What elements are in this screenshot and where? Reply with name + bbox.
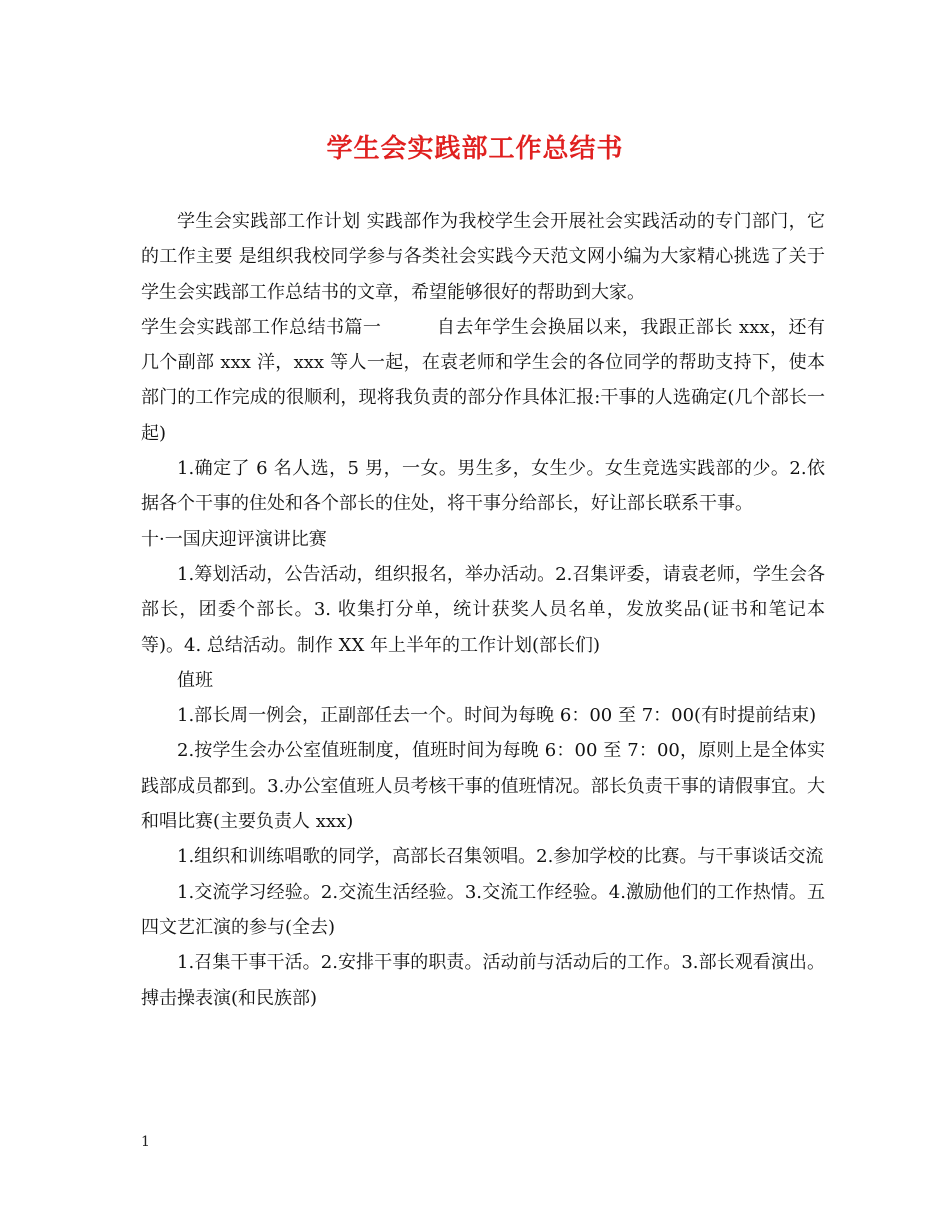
- paragraph: 1.组织和训练唱歌的同学，高部长召集领唱。2.参加学校的比赛。与干事谈话交流: [177, 846, 824, 868]
- paragraph: 1.部长周一例会，正副部任去一个。时间为每晚 6：00 至 7：00(有时提前结束): [177, 705, 817, 727]
- paragraph: 学生会实践部工作总结书篇一 自去年学生会换届以来，我跟正部长 xxx，还有几个副部 xxx 洋，xxx 等人一起，在袁老师和学生会的各位同学的帮助支持下，使本部门的工作完成的很顺利，现将我负责的部分作具体汇报:干事的人选确定(几个部长一起): [141, 316, 825, 444]
- paragraph: 1.确定了 6 名人选，5 男，一女。男生多，女生少。女生竞选实践部的少。2.依据各个干事的住处和各个部长的住处，将干事分给部长，好让部长联系干事。: [141, 458, 825, 515]
- section-heading: 十·一国庆迎评演讲比赛: [141, 528, 327, 550]
- document-body: [141, 204, 825, 1016]
- page-number: 1: [141, 1134, 150, 1150]
- paragraph: 1.召集干事干活。2.安排干事的职责。活动前与活动后的工作。3.部长观看演出。搏击操表演(和民族部): [141, 952, 825, 1009]
- paragraph: 1.交流学习经验。2.交流生活经验。3.交流工作经验。4.激励他们的工作热情。五四文艺汇演的参与(全去): [141, 881, 825, 938]
- document-title: 学生会实践部工作总结书: [326, 134, 624, 164]
- paragraph: 1.筹划活动，公告活动，组织报名，举办活动。2.召集评委，请袁老师，学生会各部长，团委个部长。3. 收集打分单，统计获奖人员名单，发放奖品(证书和笔记本等)。4. 总结活动。制作 XX 年上半年的工作计划(部长们): [141, 563, 825, 656]
- paragraph: 2.按学生会办公室值班制度，值班时间为每晚 6：00 至 7：00，原则上是全体实践部成员都到。3.办公室值班人员考核干事的值班情况。部长负责干事的请假事宜。大和唱比赛(主要负责人 xxx): [141, 740, 825, 833]
- paragraph: 学生会实践部工作计划 实践部作为我校学生会开展社会实践活动的专门部门，它的工作主要 是组织我校同学参与各类社会实践今天范文网小编为大家精心挑选了关于学生会实践部工作总结书的文章，希望能够很好的帮助到大家。: [141, 211, 825, 303]
- section-heading: 值班: [177, 669, 213, 691]
